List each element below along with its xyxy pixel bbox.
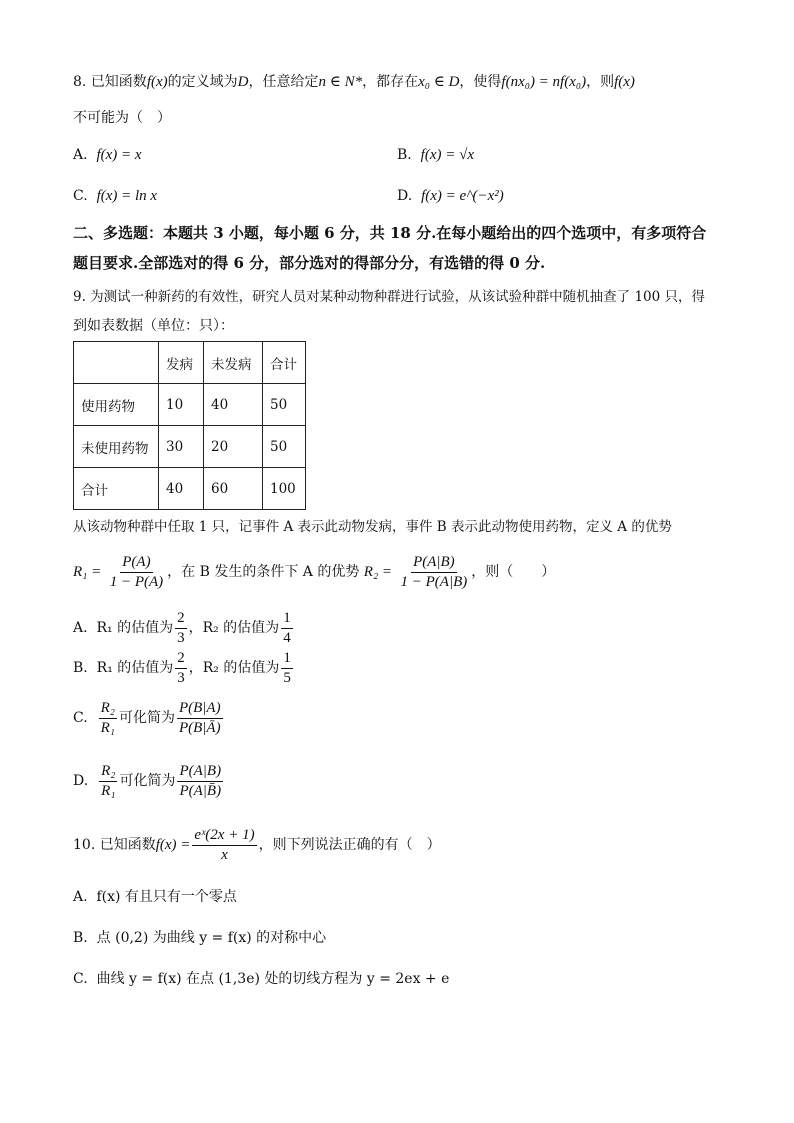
table-cell: 10 (159, 384, 204, 426)
q10-function-fraction: $\frac{\text{eˣ(2x + 1)}}{x}$ (194, 826, 255, 863)
table-cell: 未使用药物 (74, 426, 159, 468)
q10-option-a[interactable]: A. f(x) 有且只有一个零点 (73, 889, 237, 905)
table-cell: 60 (204, 468, 263, 510)
q10-option-c[interactable]: C. 曲线 y = f(x) 在点 (1,3e) 处的切线方程为 y = 2ex + e (73, 971, 450, 987)
q10-stem: 10. 已知函数f(x) = $\frac{\text{eˣ(2x + 1)}}{x}$ ，则下列说法正确的有（ ） (73, 826, 441, 863)
table-header-row (74, 342, 306, 384)
table-header-cell: 未发病 (204, 342, 263, 384)
r2-fraction: $\frac{P(A|B)}{1 - P(A|B)}$ (400, 553, 468, 590)
section-heading-line1: 二、多选题：本题共 3 小题，每小题 6 分，共 18 分.在每小题给出的四个选项中，有多项符合 (73, 224, 707, 242)
q9-stem-line2: 到如表数据（单位：只）： (73, 318, 234, 334)
q10-option-b[interactable]: B. 点 (0,2) 为曲线 y = f(x) 的对称中心 (73, 930, 327, 946)
table-cell: 100 (263, 468, 306, 510)
table-cell: 30 (159, 426, 204, 468)
table-cell: 使用药物 (74, 384, 159, 426)
q9-option-d[interactable]: D. $\frac{\text{R₂}}{\text{R₁}}$ 可化简为 $\frac{P(A|B)}{P(A|B̄)}$ (73, 762, 222, 799)
table-row (74, 384, 306, 426)
q9-stem-line1: 9. 为测试一种新药的有效性，研究人员对某种动物种群进行试验，从该试验种群中随机抽查了 100 只，得 (73, 289, 706, 305)
table-header-cell: 合计 (263, 342, 306, 384)
q8-option-d[interactable]: D. f(x) = e^(−x²) (397, 188, 504, 204)
table-cell: 20 (204, 426, 263, 468)
q8-stem-line2: 不可能为（ ） (73, 110, 171, 126)
table-cell: 50 (263, 384, 306, 426)
q9-option-b[interactable]: B. R₁ 的估值为 $\frac{2}{3}$ ，R₂ 的估值为 $\frac{1}{5}$ (73, 649, 291, 686)
table-cell: 40 (159, 468, 204, 510)
table-header-cell (74, 342, 159, 384)
table-cell: 合计 (74, 468, 159, 510)
data-table (73, 341, 306, 510)
r1-fraction: $\frac{P(A)}{1 - P(A)}$ (109, 553, 164, 590)
table-cell: 50 (263, 426, 306, 468)
q9-stem-line3: 从该动物种群中任取 1 只，记事件 A 表示此动物发病，事件 B 表示此动物使用药物，定义 A 的优势 (73, 519, 672, 535)
q9-option-a[interactable]: A. R₁ 的估值为 $\frac{2}{3}$ ，R₂ 的估值为 $\frac{1}{4}$ (73, 609, 291, 646)
q8-number: 8. (73, 74, 87, 90)
q8-option-c[interactable]: C. f(x) = ln x (73, 188, 158, 204)
q9-option-c[interactable]: C. $\frac{\text{R₂}}{\text{R₁}}$ 可化简为 $\frac{P(B|A)}{P(B|Ā)}$ (73, 699, 221, 736)
q8-stem-line1: 8. 已知函数f(x)的定义域为D，任意给定n ∈ N*，都存在x₀ ∈ D，使得f(nx₀) = nf(x₀)，则f(x) (73, 74, 635, 90)
q8-option-a[interactable]: A. f(x) = x (73, 147, 142, 163)
table-row (74, 468, 306, 510)
q8-option-b[interactable]: B. f(x) = √x (397, 147, 474, 163)
q9-definition-line: R₁ = $\frac{P(A)}{1 - P(A)}$ ，在 B 发生的条件下 A 的优势 R₂ = $\frac{P(A|B)}{1 - P(A|B)}$ ，则（ ） (73, 553, 556, 590)
table-row (74, 426, 306, 468)
table-cell: 40 (204, 384, 263, 426)
table-header-cell: 发病 (159, 342, 204, 384)
section-heading-line2: 题目要求.全部选对的得 6 分，部分选对的得部分分，有选错的得 0 分. (73, 254, 546, 272)
